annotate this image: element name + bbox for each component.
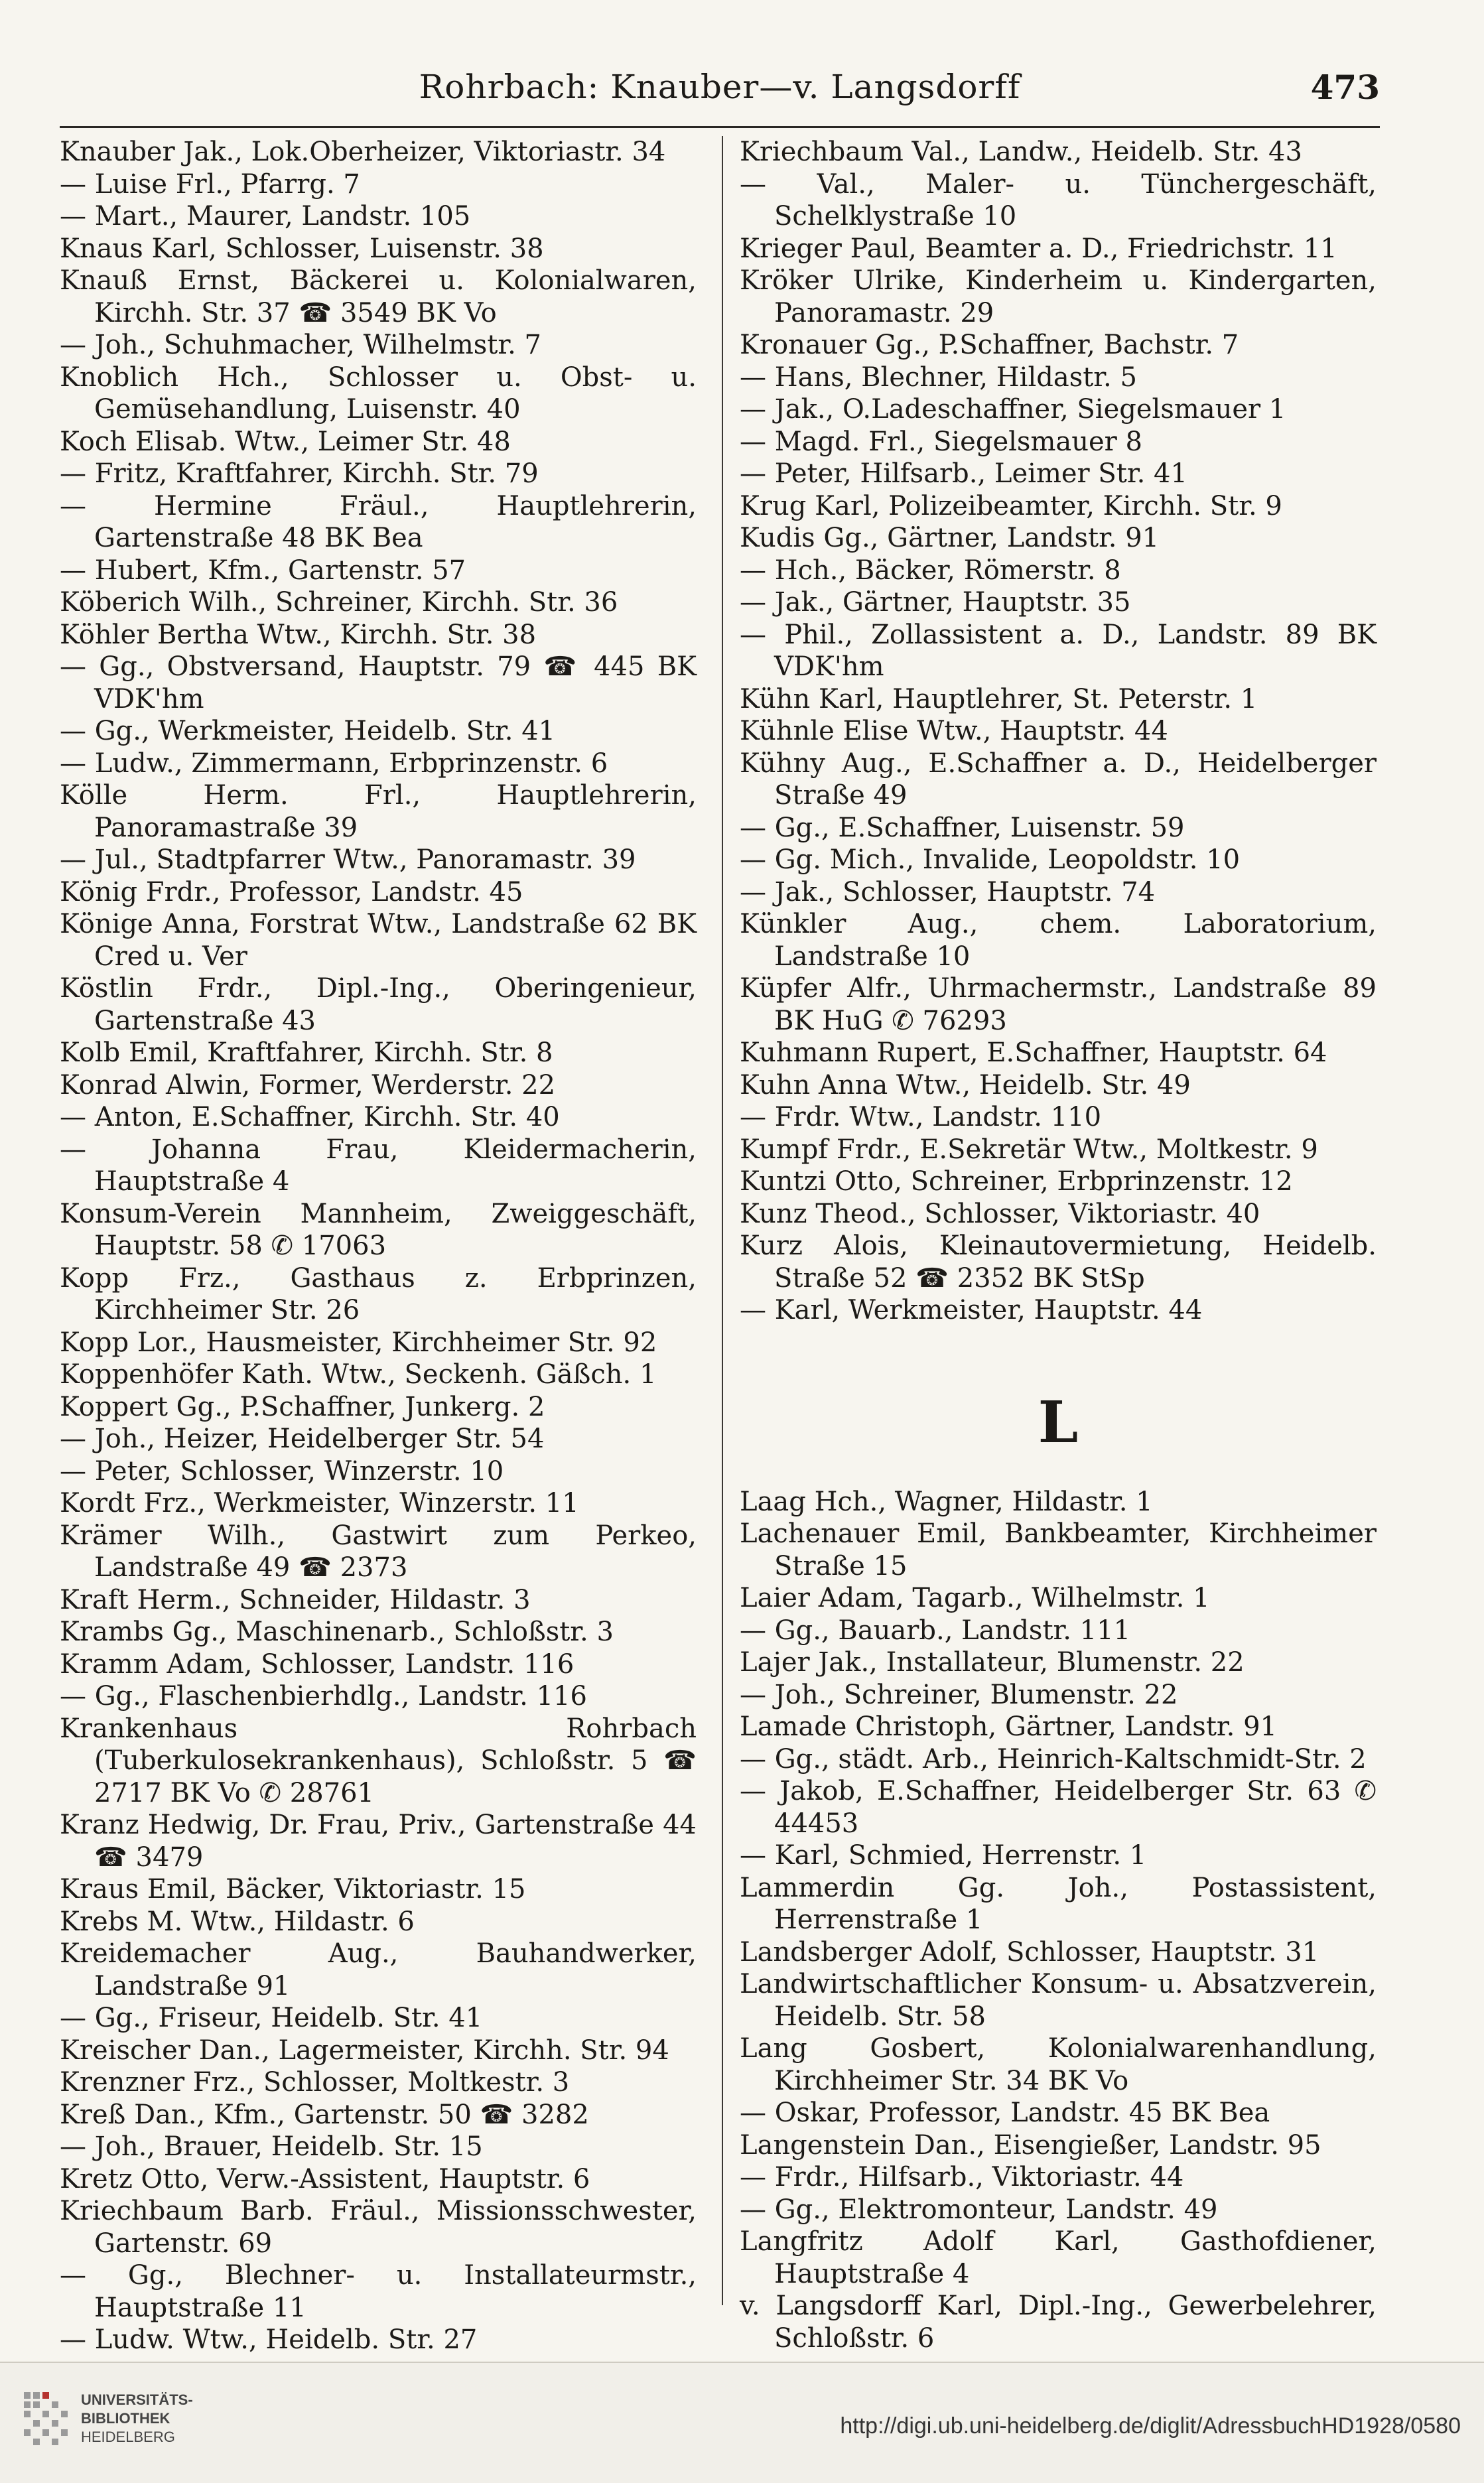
directory-entry: Kuhn Anna Wtw., Heidelb. Str. 49 [740,1069,1191,1101]
directory-entry: — Karl, Schmied, Herrenstr. 1 [740,1840,1147,1871]
directory-entry: Knauß Ernst, Bäckerei u. Kolonialwaren, Kirchh. Str. 37 ☎ 3549 BK Vo [60,265,697,328]
left-column [60,136,697,2356]
directory-entry: — Frdr., Hilfsarb., Viktoriastr. 44 [740,2162,1184,2192]
directory-entry: Krankenhaus Rohrbach (Tuberkulosekrankenhaus), Schloßstr. 5 ☎ 2717 BK Vo ✆ 28761 [60,1713,697,1808]
directory-entry: Kraus Emil, Bäcker, Viktoriastr. 15 [60,1874,526,1905]
directory-entry: — Mart., Maurer, Landstr. 105 [60,201,471,232]
directory-entry: — Joh., Schuhmacher, Wilhelmstr. 7 [60,330,541,360]
directory-entry: — Hermine Fräul., Hauptlehrerin, Gartenstraße 48 BK Bea [60,490,697,553]
directory-entry: — Fritz, Kraftfahrer, Kirchh. Str. 79 [60,458,539,489]
footer [0,2362,1484,2483]
directory-entry: Kühn Karl, Hauptlehrer, St. Peterstr. 1 [740,683,1258,714]
directory-entry: — Peter, Schlosser, Winzerstr. 10 [60,1455,504,1487]
directory-entry: Krebs M. Wtw., Hildastr. 6 [60,1906,415,1937]
directory-entry: Kunz Theod., Schlosser, Viktoriastr. 40 [740,1198,1260,1229]
directory-entry: Kuhmann Rupert, E.Schaffner, Hauptstr. 64 [740,1038,1327,1068]
directory-entry: Kordt Frz., Werkmeister, Winzerstr. 11 [60,1488,579,1518]
directory-entry: — Gg., Blechner- u. Installateurmstr., Hauptstraße 11 [60,2260,697,2323]
directory-entry: — Gg., E.Schaffner, Luisenstr. 59 [740,812,1185,843]
directory-entry: — Jak., Schlosser, Hauptstr. 74 [740,876,1156,907]
directory-entry: — Luise Frl., Pfarrg. 7 [60,168,360,200]
directory-entry: Kraft Herm., Schneider, Hildastr. 3 [60,1584,531,1615]
directory-entry: Knaus Karl, Schlosser, Luisenstr. 38 [60,233,544,264]
directory-entry: Köhler Bertha Wtw., Kirchh. Str. 38 [60,619,537,650]
directory-entry: König Frdr., Professor, Landstr. 45 [60,876,523,907]
directory-entry: — Jul., Stadtpfarrer Wtw., Panoramastr. 39 [60,844,636,875]
library-name [81,2391,193,2447]
directory-entry: Köstlin Frdr., Dipl.-Ing., Oberingenieur, Gartenstraße 43 [60,973,697,1036]
directory-entry: — Ludw., Zimmermann, Erbprinzenstr. 6 [60,748,608,779]
directory-entry: Kretz Otto, Verw.-Assistent, Hauptstr. 6 [60,2163,590,2194]
right-entry-list-bottom [740,1486,1377,2355]
directory-entry: — Gg., städt. Arb., Heinrich-Kaltschmidt-Str. 2 [740,1743,1367,1775]
directory-entry: Knoblich Hch., Schlosser u. Obst- u. Gemüsehandlung, Luisenstr. 40 [60,362,697,425]
directory-entry: Kumpf Frdr., E.Sekretär Wtw., Moltkestr. 9 [740,1134,1318,1165]
directory-entry: — Gg. Mich., Invalide, Leopoldstr. 10 [740,844,1241,875]
directory-entry: — Jak., Gärtner, Hauptstr. 35 [740,587,1131,618]
directory-entry: — Jakob, E.Schaffner, Heidelberger Str. 63 ✆ 44453 [740,1776,1377,1839]
directory-entry: Koppenhöfer Kath. Wtw., Seckenh. Gäßch. 1 [60,1359,657,1390]
directory-entry: Kopp Frz., Gasthaus z. Erbprinzen, Kirchheimer Str. 26 [60,1262,697,1325]
library-name-line1: UNIVERSITÄTS- [81,2391,193,2408]
directory-entry: Krug Karl, Polizeibeamter, Kirchh. Str. 9 [740,490,1282,521]
page-title: Rohrbach: Knauber—v. Langsdorff [419,68,1021,106]
directory-entry: Kölle Herm. Frl., Hauptlehrerin, Panoramastraße 39 [60,780,697,843]
directory-entry: Laag Hch., Wagner, Hildastr. 1 [740,1486,1153,1517]
library-logo-icon [20,2389,72,2450]
directory-entry: — Anton, E.Schaffner, Kirchh. Str. 40 [60,1102,560,1132]
right-column [740,136,1377,2354]
page-header [60,64,1380,117]
right-entry-list-top [740,136,1377,1327]
directory-entry: Krieger Paul, Beamter a. D., Friedrichstr. 11 [740,233,1337,264]
source-url[interactable]: http://digi.ub.uni-heidelberg.de/diglit/AdressbuchHD1928/0580 [840,2413,1461,2439]
directory-entry: Kühnle Elise Wtw., Hauptstr. 44 [740,716,1168,746]
directory-entry: — Phil., Zollassistent a. D., Landstr. 89 BK VDK'hm [740,619,1377,682]
directory-entry: — Oskar, Professor, Landstr. 45 BK Bea [740,2098,1270,2128]
column-divider [722,136,723,2305]
directory-entry: Landsberger Adolf, Schlosser, Hauptstr. 31 [740,1936,1319,1968]
directory-entry: Kronauer Gg., P.Schaffner, Bachstr. 7 [740,330,1239,360]
directory-entry: Kurz Alois, Kleinautovermietung, Heidelb. Straße 52 ☎ 2352 BK StSp [740,1231,1377,1294]
directory-entry: Lajer Jak., Installateur, Blumenstr. 22 [740,1647,1245,1678]
directory-entry: Knauber Jak., Lok.Oberheizer, Viktoriastr. 34 [60,137,666,167]
section-letter: L [1038,1388,1079,1456]
directory-entry: Kriechbaum Barb. Fräul., Missionsschwester, Gartenstr. 69 [60,2196,697,2259]
directory-entry: — Val., Maler- u. Tünchergeschäft, Schelklystraße 10 [740,168,1377,232]
directory-entry: Krämer Wilh., Gastwirt zum Perkeo, Landstraße 49 ☎ 2373 [60,1520,697,1583]
directory-entry: — Joh., Heizer, Heidelberger Str. 54 [60,1424,545,1454]
directory-entry: — Ludw. Wtw., Heidelb. Str. 27 [60,2324,478,2355]
directory-entry: Koppert Gg., P.Schaffner, Junkerg. 2 [60,1391,545,1422]
directory-entry: Köberich Wilh., Schreiner, Kirchh. Str. 36 [60,587,618,618]
directory-entry: — Jak., O.Ladeschaffner, Siegelsmauer 1 [740,394,1286,425]
directory-entry: Kuntzi Otto, Schreiner, Erbprinzenstr. 12 [740,1166,1293,1197]
directory-entry: — Gg., Friseur, Heidelb. Str. 41 [60,2003,483,2033]
directory-entry: Kreidemacher Aug., Bauhandwerker, Landstraße 91 [60,1938,697,2001]
directory-entry: — Hubert, Kfm., Gartenstr. 57 [60,555,466,586]
directory-entry: Künkler Aug., chem. Laboratorium, Landstraße 10 [740,909,1377,972]
directory-entry: Könige Anna, Forstrat Wtw., Landstraße 62 BK Cred u. Ver [60,909,697,972]
page-number: 473 [1310,68,1380,107]
directory-entry: Kranz Hedwig, Dr. Frau, Priv., Gartenstraße 44 ☎ 3479 [60,1810,697,1873]
directory-entry: Krambs Gg., Maschinenarb., Schloßstr. 3 [60,1617,614,1647]
directory-entry: Kramm Adam, Schlosser, Landstr. 116 [60,1648,574,1680]
directory-entry: — Johanna Frau, Kleidermacherin, Hauptstraße 4 [60,1134,697,1197]
directory-entry: — Magd. Frl., Siegelsmauer 8 [740,426,1142,457]
directory-entry: Kopp Lor., Hausmeister, Kirchheimer Str. 92 [60,1327,657,1358]
library-name-line2: BIBLIOTHEK [81,2410,170,2427]
directory-entry: Kudis Gg., Gärtner, Landstr. 91 [740,523,1160,553]
directory-entry: Kröker Ulrike, Kinderheim u. Kindergarten, Panoramastr. 29 [740,265,1377,328]
left-entry-list [60,136,697,2356]
directory-entry: Küpfer Alfr., Uhrmachermstr., Landstraße 89 BK HuG ✆ 76293 [740,973,1377,1036]
directory-entry: Koch Elisab. Wtw., Leimer Str. 48 [60,426,511,457]
directory-entry: Lang Gosbert, Kolonialwarenhandlung, Kirchheimer Str. 34 BK Vo [740,2033,1377,2096]
directory-entry: — Gg., Flaschenbierhdlg., Landstr. 116 [60,1681,587,1711]
directory-entry: Kolb Emil, Kraftfahrer, Kirchh. Str. 8 [60,1038,553,1068]
directory-entry: v. Langsdorff Karl, Dipl.-Ing., Gewerbelehrer, Schloßstr. 6 [740,2291,1377,2354]
directory-entry: — Peter, Hilfsarb., Leimer Str. 41 [740,458,1187,489]
header-rule [60,126,1380,128]
directory-entry: Langfritz Adolf Karl, Gasthofdiener, Hauptstraße 4 [740,2226,1377,2289]
directory-entry: Laier Adam, Tagarb., Wilhelmstr. 1 [740,1583,1210,1613]
directory-entry: — Hans, Blechner, Hildastr. 5 [740,362,1137,393]
directory-entry: Lachenauer Emil, Bankbeamter, Kirchheimer Straße 15 [740,1518,1377,1581]
directory-entry: Lamade Christoph, Gärtner, Landstr. 91 [740,1711,1277,1742]
directory-entry: Konrad Alwin, Former, Werderstr. 22 [60,1069,556,1101]
directory-entry: — Gg., Bauarb., Landstr. 111 [740,1615,1131,1646]
directory-entry: — Hch., Bäcker, Römerstr. 8 [740,555,1121,586]
directory-entry: Konsum-Verein Mannheim, Zweiggeschäft, Hauptstr. 58 ✆ 17063 [60,1198,697,1261]
directory-entry: Kreß Dan., Kfm., Gartenstr. 50 ☎ 3282 [60,2099,589,2130]
directory-entry: — Gg., Obstversand, Hauptstr. 79 ☎ 445 BK VDK'hm [60,651,697,714]
directory-entry: Kreischer Dan., Lagermeister, Kirchh. Str. 94 [60,2035,669,2066]
library-name-line3: HEIDELBERG [81,2429,175,2445]
directory-entry: — Joh., Schreiner, Blumenstr. 22 [740,1679,1178,1710]
directory-entry: Langenstein Dan., Eisengießer, Landstr. 95 [740,2129,1321,2161]
directory-entry: — Karl, Werkmeister, Hauptstr. 44 [740,1295,1203,1325]
directory-entry: — Gg., Werkmeister, Heidelb. Str. 41 [60,716,556,746]
directory-entry: Kriechbaum Val., Landw., Heidelb. Str. 43 [740,137,1302,167]
directory-entry: — Joh., Brauer, Heidelb. Str. 15 [60,2131,483,2162]
directory-entry: Kühny Aug., E.Schaffner a. D., Heidelberger Straße 49 [740,748,1377,811]
directory-entry: — Gg., Elektromonteur, Landstr. 49 [740,2194,1218,2225]
directory-entry: Krenzner Frz., Schlosser, Moltkestr. 3 [60,2067,570,2098]
directory-entry: — Frdr. Wtw., Landstr. 110 [740,1102,1102,1132]
directory-entry: Landwirtschaftlicher Konsum- u. Absatzverein, Heidelb. Str. 58 [740,1969,1377,2032]
directory-entry: Lammerdin Gg. Joh., Postassistent, Herrenstraße 1 [740,1872,1377,1935]
